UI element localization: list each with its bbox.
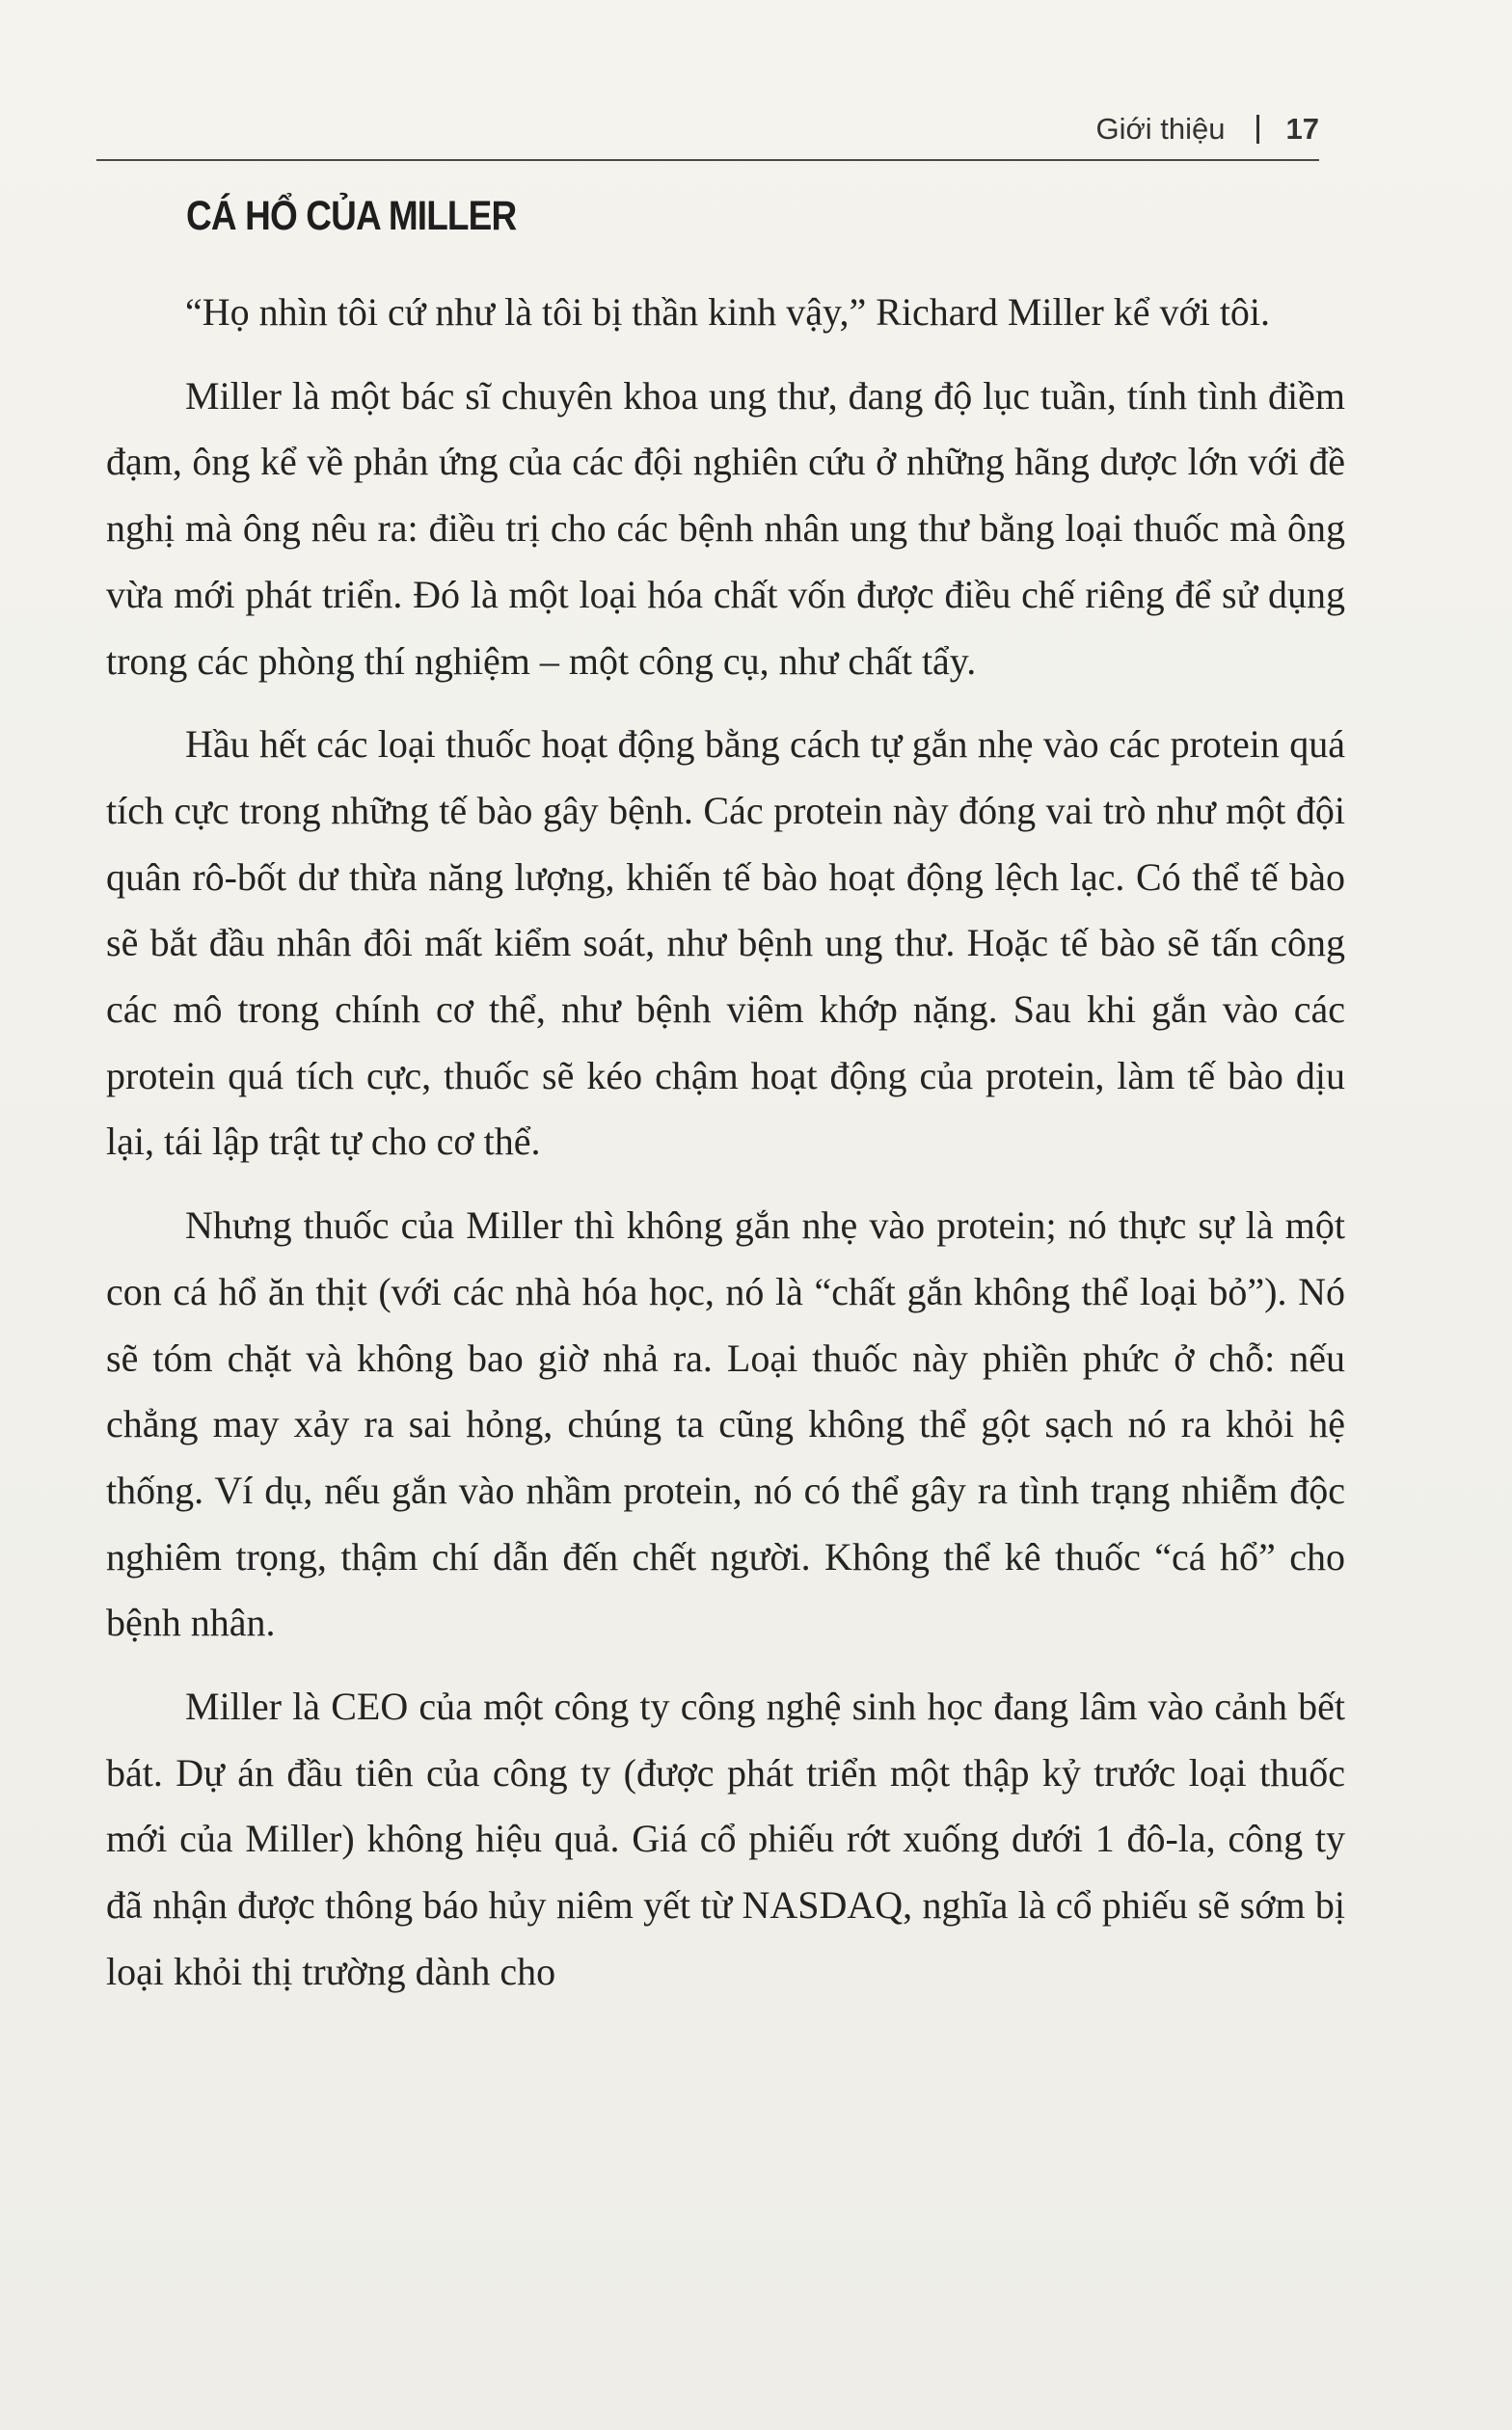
chapter-title: Giới thiệu [1095,112,1226,146]
header-rule [96,159,1319,161]
header-separator [1256,115,1259,144]
section-heading: CÁ HỔ CỦA MILLER [186,193,517,239]
page-number: 17 [1285,112,1319,146]
paragraph-5: Miller là CEO của một công ty công nghệ sinh học đang lâm vào cảnh bết bát. Dự án đầu tiên của công ty (được phát triển một thập kỷ trước loại thuốc mới của Miller) không hiệu quả. Giá cổ phiếu rớt xuống dưới 1 đô-la, công ty đã nhận được thông báo hủy niêm yết từ NASDAQ, nghĩa là cổ phiếu sẽ sớm bị loại khỏi thị trường dành cho [106,1685,1345,1993]
paragraph-3: Hầu hết các loại thuốc hoạt động bằng cách tự gắn nhẹ vào các protein quá tích cực trong những tế bào gây bệnh. Các protein này đóng vai trò như một đội quân rô-bốt dư thừa năng lượng, khiến tế bào hoạt động lệch lạc. Có thể tế bào sẽ bắt đầu nhân đôi mất kiểm soát, như bệnh ung thư. Hoặc tế bào sẽ tấn công các mô trong chính cơ thể, như bệnh viêm khớp nặng. Sau khi gắn vào các protein quá tích cực, thuốc sẽ kéo chậm hoạt động của protein, làm tế bào dịu lại, tái lập trật tự cho cơ thể. [106,722,1345,1164]
body-text [106,280,1345,2023]
running-header [96,100,1319,158]
paragraph-1: “Họ nhìn tôi cứ như là tôi bị thần kinh vậy,” Richard Miller kể với tôi. [185,290,1271,334]
paragraph-2: Miller là một bác sĩ chuyên khoa ung thư, đang độ lục tuần, tính tình điềm đạm, ông kể về phản ứng của các đội nghiên cứu ở những hãng dược lớn với đề nghị mà ông nêu ra: điều trị cho các bệnh nhân ung thư bằng loại thuốc mà ông vừa mới phát triển. Đó là một loại hóa chất vốn được điều chế riêng để sử dụng trong các phòng thí nghiệm – một công cụ, như chất tẩy. [106,373,1345,683]
paragraph-4: Nhưng thuốc của Miller thì không gắn nhẹ vào protein; nó thực sự là một con cá hổ ăn thịt (với các nhà hóa học, nó là “chất gắn không thể loại bỏ”). Nó sẽ tóm chặt và không bao giờ nhả ra. Loại thuốc này phiền phức ở chỗ: nếu chẳng may xảy ra sai hỏng, chúng ta cũng không thể gột sạch nó ra khỏi hệ thống. Ví dụ, nếu gắn vào nhầm protein, nó có thể gây ra tình trạng nhiễm độc nghiêm trọng, thậm chí dẫn đến chết người. Không thể kê thuốc “cá hổ” cho bệnh nhân. [106,1203,1345,1645]
